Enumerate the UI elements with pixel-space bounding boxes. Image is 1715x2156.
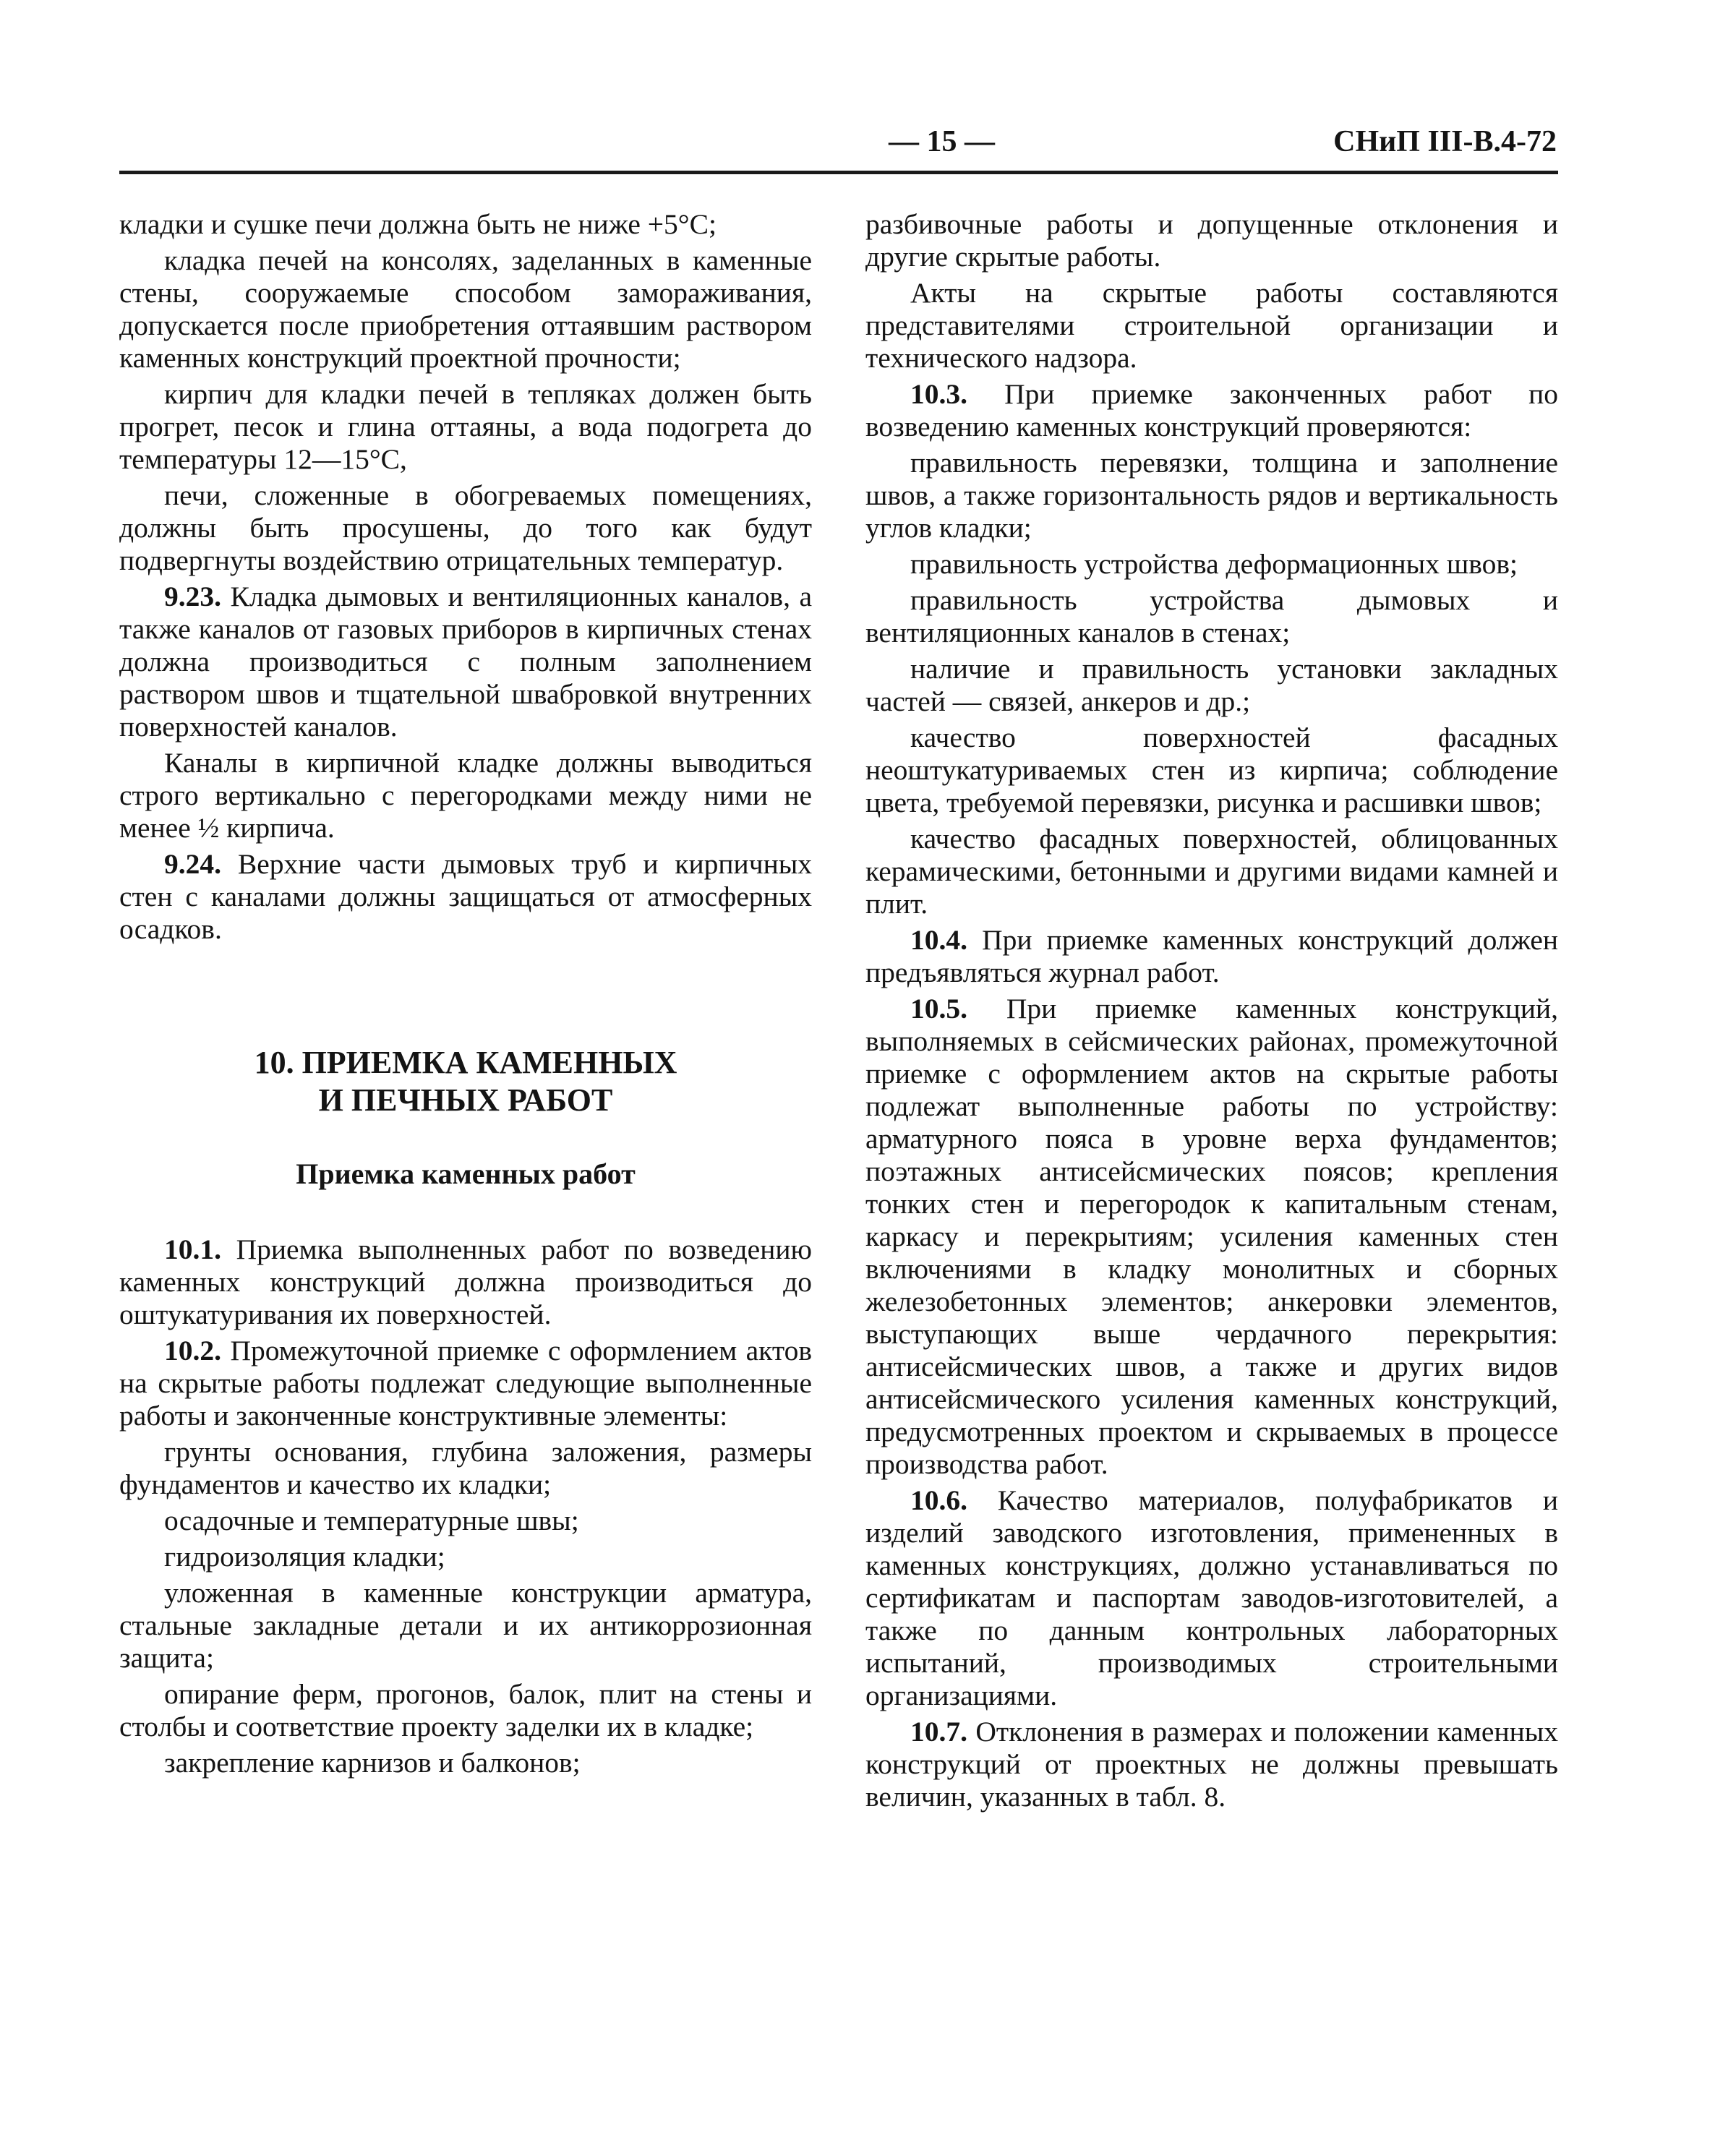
paragraph: [865, 924, 1558, 989]
paragraph: кладки и сушке печи должна быть не ниже +5°С;: [119, 208, 717, 240]
list-item: наличие и правильность установки закладных частей — связей, анкеров и др.;: [865, 653, 1558, 717]
clause-number: 9.24.: [164, 848, 221, 880]
clause-text: При приемке каменных конструкций должен предъявляться журнал работ.: [865, 924, 1559, 988]
paragraph: [119, 1233, 812, 1331]
list-item: опирание ферм, прогонов, балок, плит на стены и столбы и соответствие проекту заделки их в кладке;: [119, 1678, 812, 1742]
paragraph: [865, 1716, 1558, 1813]
clause-number: 9.23.: [164, 581, 221, 612]
paragraph: Акты на скрытые работы составляются представителями строительной организации и технического надзора.: [865, 277, 1558, 374]
paragraph: [119, 581, 812, 743]
list-item: осадочные и температурные швы;: [164, 1505, 579, 1536]
paragraph: печи, сложенные в обогреваемых помещениях, должны быть просушены, до того как будут подвергнуты воздействию отрицательных температур.: [119, 479, 812, 576]
list-item: правильность устройства дымовых и вентиляционных каналов в стенах;: [865, 584, 1558, 649]
clause-number: 10.2.: [164, 1335, 221, 1366]
clause-text: Кладка дымовых и вентиляционных каналов, а также каналов от газовых приборов в кирпичных стенах должна производиться с полным заполнением раствором швов и тщательной швабровкой внутренних поверхностей каналов.: [119, 581, 812, 743]
left-column: [119, 208, 812, 1783]
paragraph: [865, 378, 1558, 443]
clause-number: 10.6.: [910, 1484, 967, 1516]
page-number: — 15 —: [889, 125, 995, 158]
list-item: качество фасадных поверхностей, облицованных керамическими, бетонными и другими видами камней и плит.: [865, 823, 1558, 920]
paragraph: [119, 1335, 812, 1432]
paragraph: кирпич для кладки печей в тепляках должен быть прогрет, песок и глина оттаяны, а вода подогрета до температуры 12—15°С,: [119, 378, 812, 475]
list-item: правильность перевязки, толщина и заполнение швов, а также горизонтальность рядов и вертикальность углов кладки;: [865, 447, 1558, 544]
clause-text: Верхние части дымовых труб и кирпичных стен с каналами должны защищаться от атмосферных осадков.: [119, 848, 812, 945]
section-title-line: И ПЕЧНЫХ РАБОТ: [318, 1082, 613, 1118]
document-code: СНиП III-В.4-72: [1333, 125, 1557, 158]
section-title-line: 10. ПРИЕМКА КАМЕННЫХ: [254, 1045, 677, 1080]
right-column: [865, 208, 1558, 1817]
list-item: закрепление карнизов и балконов;: [164, 1747, 581, 1779]
paragraph: кладка печей на консолях, заделанных в каменные стены, сооружаемые способом замораживания, допускается после приобретения оттаявшим раствором каменных конструкций проектной прочности;: [119, 244, 812, 374]
list-item: грунты основания, глубина заложения, размеры фундаментов и качество их кладки;: [119, 1436, 812, 1500]
clause-text: Промежуточной приемке с оформлением актов на скрытые работы подлежат следующие выполненные работы и законченные конструктивные элементы:: [119, 1335, 812, 1432]
section-title: [119, 1044, 812, 1119]
clause-number: 10.4.: [910, 924, 967, 956]
clause-number: 10.1.: [164, 1233, 221, 1265]
clause-text: При приемке законченных работ по возведению каменных конструкций проверяются:: [865, 378, 1559, 442]
page-header: [119, 124, 1558, 162]
paragraph: [865, 1484, 1558, 1712]
clause-number: 10.5.: [910, 993, 967, 1024]
clause-text: Приемка выполненных работ по возведению каменных конструкций должна производиться до оштукатуривания их поверхностей.: [119, 1233, 812, 1330]
clause-number: 10.7.: [910, 1716, 967, 1748]
list-item: правильность устройства деформационных швов;: [910, 548, 1518, 580]
clause-number: 10.3.: [910, 378, 967, 410]
paragraph: [119, 848, 812, 946]
list-item: уложенная в каменные конструкции арматура, стальные закладные детали и их антикоррозионная защита;: [119, 1577, 812, 1674]
paragraph: Каналы в кирпичной кладке должны выводиться строго вертикально с перегородками между ними не менее ½ кирпича.: [119, 747, 812, 844]
paragraph: разбивочные работы и допущенные отклонения и другие скрытые работы.: [865, 208, 1558, 273]
paragraph: [865, 993, 1558, 1481]
list-item: качество поверхностей фасадных неоштукатуриваемых стен из кирпича; соблюдение цвета, требуемой перевязки, рисунка и расшивки швов;: [865, 722, 1558, 818]
clause-text: При приемке каменных конструкций, выполняемых в сейсмических районах, промежуточной приемке с оформлением актов на скрытые работы подлежат выполненные работы по устройству: арматурного пояса в уровне верха фундаментов; поэтажных антисейсмических поясов; крепления тонких стен и перегородок к капитальным стенам, каркасу и перекрытиям; усиления каменных стен включениями в кладку монолитных и сборных железобетонных элементов; анкеровки элементов, выступающих выше чердачного перекрытия: антисейсмических швов, а также и других видов антисейсмического усиления каменных конструкций, предусмотренных проектом и скрываемых в процессе производства работ.: [865, 993, 1558, 1480]
list-item: гидроизоляция кладки;: [164, 1541, 445, 1573]
clause-text: Отклонения в размерах и положении каменных конструкций от проектных не должны превышать величин, указанных в табл. 8.: [865, 1716, 1559, 1813]
clause-text: Качество материалов, полуфабрикатов и изделий заводского изготовления, примененных в каменных конструкциях, должно устанавливаться по сертификатам и паспортам заводов-изготовителей, а также по данным контрольных лабораторных испытаний, производимых строительными организациями.: [865, 1484, 1558, 1711]
header-rule: [119, 171, 1558, 174]
subsection-title: Приемка каменных работ: [296, 1158, 636, 1190]
